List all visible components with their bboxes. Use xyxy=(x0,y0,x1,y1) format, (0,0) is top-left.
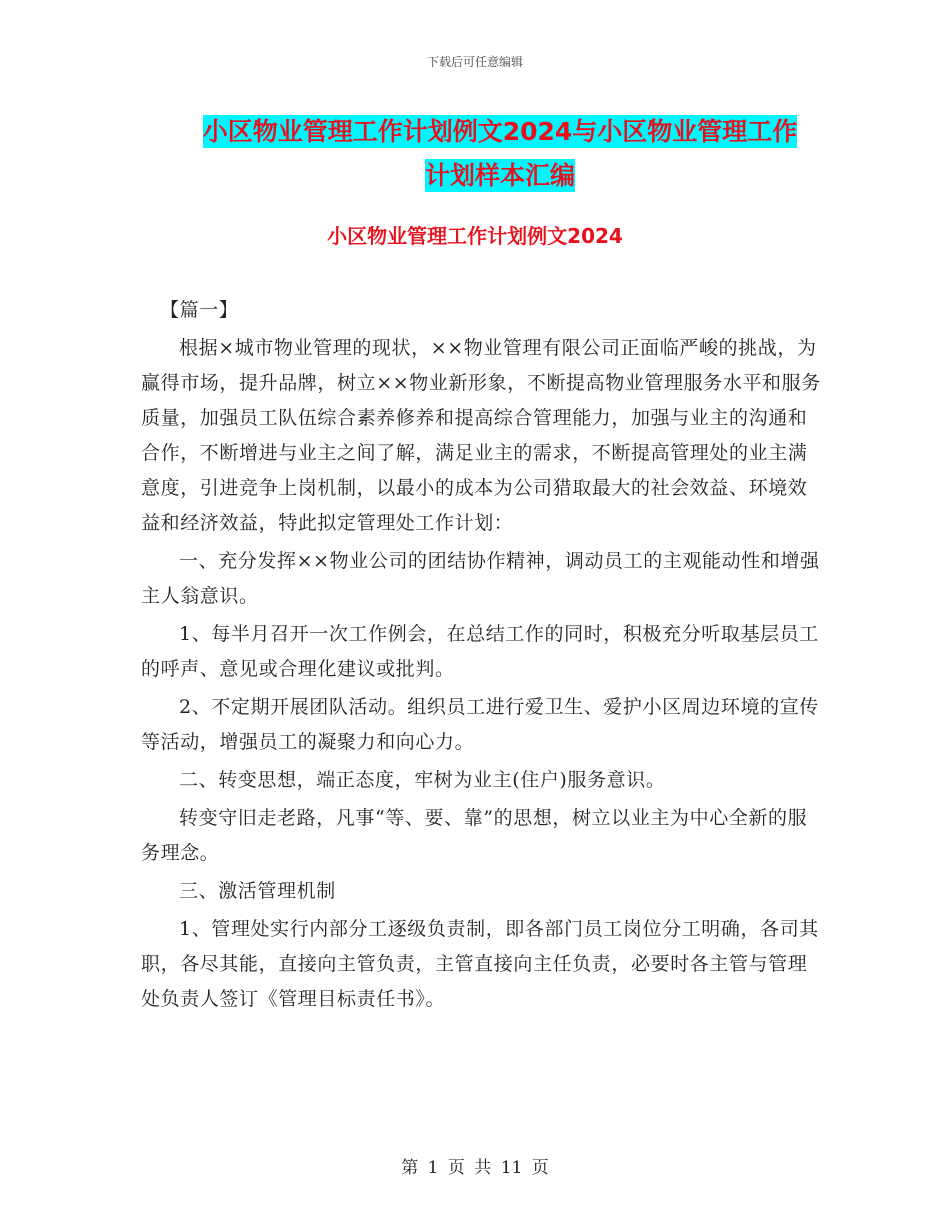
header-note: 下载后可任意编辑 xyxy=(426,55,523,69)
document-title xyxy=(150,110,850,198)
section-title: 小区物业管理工作计划例文2024 xyxy=(327,224,623,248)
document-title-line1: 小区物业管理工作计划例文2024与小区物业管理工作 xyxy=(202,117,798,146)
document-body xyxy=(141,293,821,1020)
paragraph: 1、管理处实行内部分工逐级负责制，即各部门员工岗位分工明确，各司其职，各尽其能，直接向主管负责，主管直接向主任负责，必要时各主管与管理处负责人签订《管理目标责任书》。 xyxy=(141,918,819,1010)
paragraph: 二、转变思想，端正态度，牢树为业主(住户)服务意识。 xyxy=(179,769,666,791)
document-title-line2: 计划样本汇编 xyxy=(424,161,575,190)
paragraph: 转变守旧走老路，凡事“等、要、靠”的思想，树立以业主为中心全新的服务理念。 xyxy=(141,807,808,864)
part-label: 【篇一】 xyxy=(160,299,239,321)
paragraph: 一、充分发挥××物业公司的团结协作精神，调动员工的主观能动性和增强主人翁意识。 xyxy=(141,550,820,607)
paragraph: 2、不定期开展团队活动。组织员工进行爱卫生、爱护小区周边环境的宣传等活动，增强员工的凝聚力和向心力。 xyxy=(141,696,819,753)
page-footer: 第 1 页 共 11 页 xyxy=(401,1158,549,1178)
paragraph: 根据×城市物业管理的现状，××物业管理有限公司正面临严峻的挑战，为赢得市场，提升品牌，树立××物业新形象，不断提高物业管理服务水平和服务质量，加强员工队伍综合素养修养和提高综合管理能力，加强与业主的沟通和合作，不断增进与业主之间了解，满足业主的需求，不断提高管理处的业主满意度，引进竞争上岗机制，以最小的成本为公司猎取最大的社会效益、环境效益和经济效益，特此拟定管理处工作计划： xyxy=(141,337,821,534)
paragraph: 1、每半月召开一次工作例会，在总结工作的同时，积极充分听取基层员工的呼声、意见或合理化建议或批判。 xyxy=(141,623,819,680)
paragraph: 三、激活管理机制 xyxy=(179,880,336,902)
